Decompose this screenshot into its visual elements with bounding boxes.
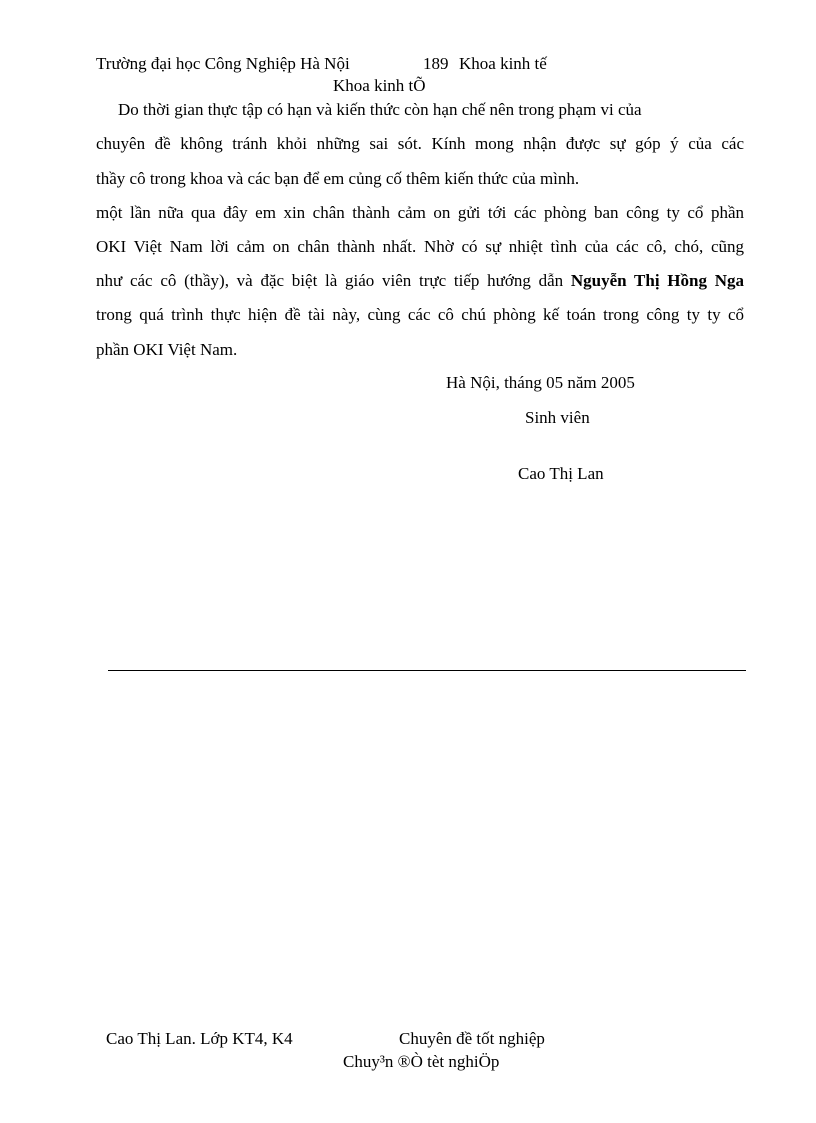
- body-line-6-text: như các cô (thầy), và đặc biệt là giáo viên trực tiếp hướng dẫn: [96, 271, 564, 290]
- body-line-8: phần OKI Việt Nam.: [96, 340, 238, 359]
- signature-place-date: Hà Nội, tháng 05 năm 2005: [446, 373, 635, 392]
- header-faculty-garbled: Khoa kinh tÕ: [333, 76, 426, 95]
- header-faculty: Khoa kinh tế: [459, 54, 547, 73]
- signature-name: Cao Thị Lan: [518, 464, 604, 483]
- header-page-number: 189: [423, 54, 449, 73]
- footer-divider: [108, 670, 746, 671]
- body-line-2: chuyên đề không tránh khỏi những sai sót. Kính mong nhận được sự góp ý của các: [96, 134, 744, 153]
- footer-title: Chuyên đề tốt nghiệp: [399, 1029, 545, 1048]
- body-line-6: [96, 271, 744, 291]
- body-line-5: OKI Việt Nam lời cảm on chân thành nhất. Nhờ có sự nhiệt tình của các cô, chó, cũng: [96, 237, 744, 256]
- header-school: Trường đại học Công Nghiệp Hà Nội: [96, 54, 350, 73]
- body-line-7: trong quá trình thực hiện đề tài này, cùng các cô chú phòng kế toán trong công ty ty cổ: [96, 305, 744, 324]
- body-line-4: một lần nữa qua đây em xin chân thành cảm on gửi tới các phòng ban công ty cổ phần: [96, 203, 744, 222]
- footer-title-garbled: Chuy³n ®Ò tèt nghiÖp: [343, 1052, 500, 1071]
- signature-role: Sinh viên: [525, 408, 590, 427]
- body-line-3: thầy cô trong khoa và các bạn để em củng cố thêm kiến thức của mình.: [96, 169, 580, 188]
- footer-author-class: Cao Thị Lan. Lớp KT4, K4: [106, 1029, 293, 1048]
- advisor-name: Nguyễn Thị Hồng Nga: [570, 271, 744, 290]
- body-line-1: Do thời gian thực tập có hạn và kiến thức còn hạn chế nên trong phạm vi của: [118, 100, 642, 119]
